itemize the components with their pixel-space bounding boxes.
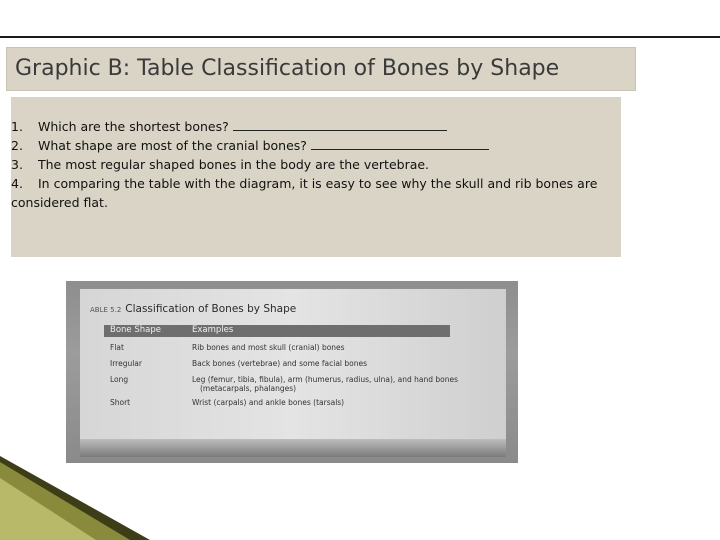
row-shape: Flat (110, 343, 124, 352)
top-divider (0, 36, 720, 38)
row-examples: Leg (femur, tibia, fibula), arm (humerus, radius, ulna), and hand bones (192, 375, 459, 384)
questions-panel (11, 97, 621, 257)
question-text: The most regular shaped bones in the body are the vertebrae. (38, 157, 430, 172)
answer-blank[interactable] (311, 138, 489, 150)
question-number: 4. (11, 176, 23, 191)
question-2 (11, 138, 489, 153)
question-text: In comparing the table with the diagram, it is easy to see why the skull and rib bones are (38, 176, 598, 191)
question-3 (11, 157, 429, 172)
table-title (90, 303, 296, 315)
row-shape: Short (110, 398, 131, 407)
answer-blank[interactable] (233, 119, 447, 131)
decorative-swoosh (0, 456, 720, 540)
row-examples: Rib bones and most skull (cranial) bones (192, 343, 345, 352)
textbook-page (80, 289, 506, 439)
question-number: 2. (11, 138, 23, 153)
slide-title: Graphic B: Table Classification of Bones by Shape (15, 56, 560, 81)
question-text: What shape are most of the cranial bones? (38, 138, 307, 153)
row-examples: Wrist (carpals) and ankle bones (tarsals) (192, 398, 345, 407)
question-number: 1. (11, 119, 23, 134)
question-number: 3. (11, 157, 23, 172)
title-bar (6, 47, 636, 91)
page-curl-shadow (80, 439, 506, 457)
table-title-text: Classification of Bones by Shape (125, 303, 297, 315)
header-bone-shape: Bone Shape (110, 325, 161, 335)
row-examples: Back bones (vertebrae) and some facial bones (192, 359, 368, 368)
textbook-table-photo (66, 281, 518, 463)
row-shape: Irregular (110, 359, 142, 368)
question-4 (11, 176, 597, 191)
header-examples: Examples (192, 325, 234, 335)
question-text: Which are the shortest bones? (38, 119, 229, 134)
table-header (104, 325, 450, 337)
table-label: ABLE 5.2 (90, 306, 122, 314)
row-shape: Long (110, 375, 129, 384)
question-1 (11, 119, 447, 134)
row-examples-continued: (metacarpals, phalanges) (200, 384, 297, 393)
question-4-continuation: considered flat. (11, 195, 108, 210)
